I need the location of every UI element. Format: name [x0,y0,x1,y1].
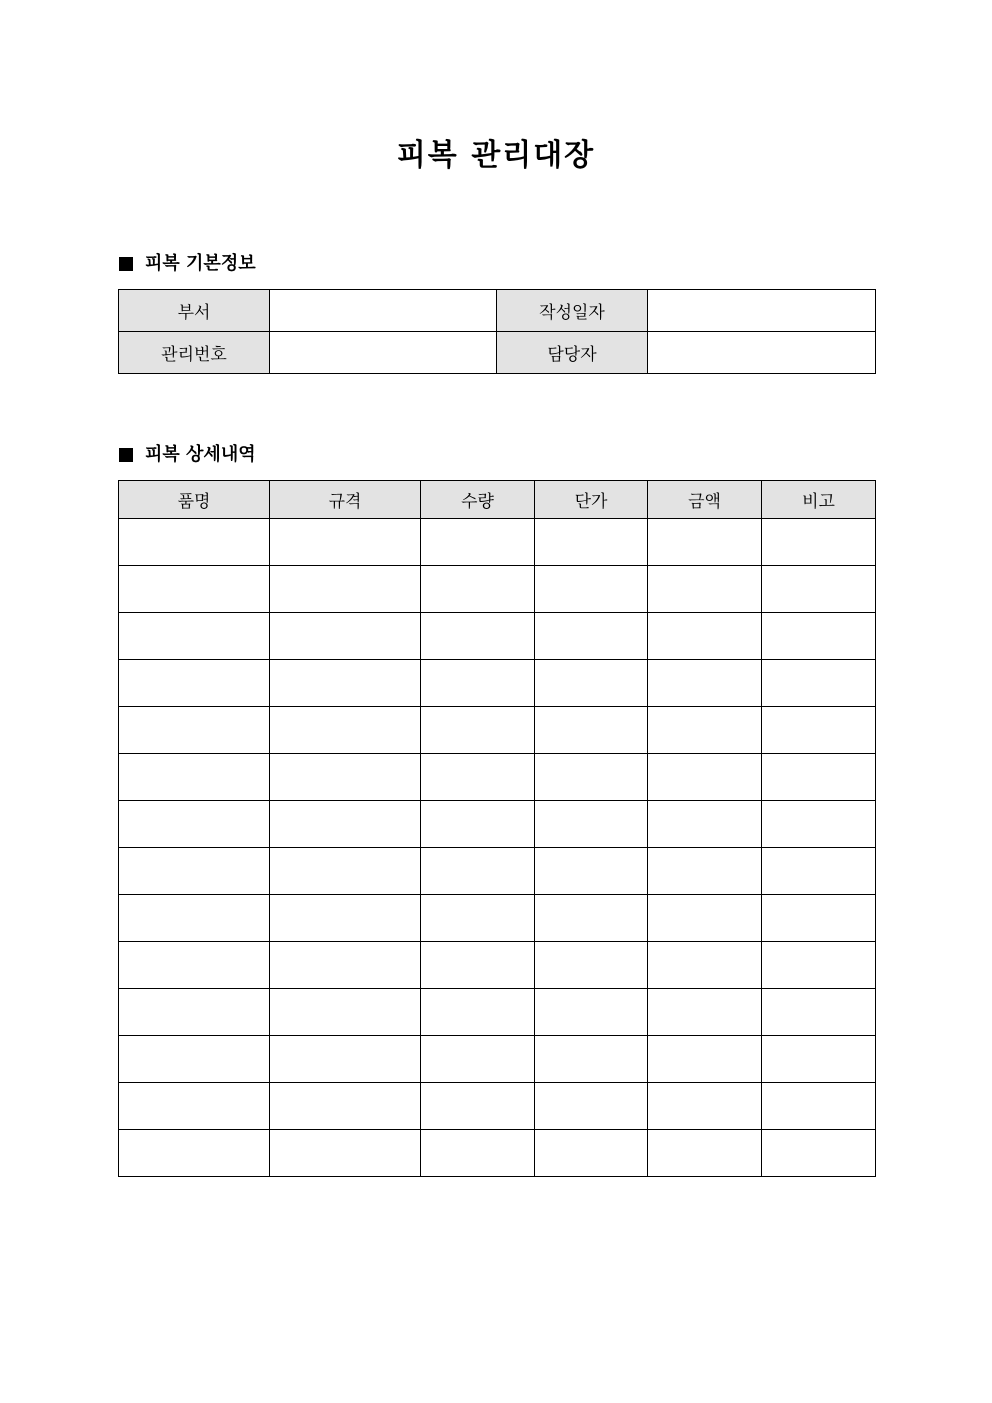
cell-item-name[interactable] [119,989,270,1036]
cell-amount[interactable] [648,754,762,801]
cell-remarks[interactable] [762,895,876,942]
cell-quantity[interactable] [421,707,535,754]
cell-amount[interactable] [648,848,762,895]
square-bullet-icon [119,257,133,271]
manager-label: 담당자 [497,332,648,374]
cell-spec[interactable] [270,1130,421,1177]
cell-amount[interactable] [648,1130,762,1177]
cell-quantity[interactable] [421,1036,535,1083]
cell-remarks[interactable] [762,1083,876,1130]
cell-remarks[interactable] [762,754,876,801]
column-header-item-name: 품명 [119,481,270,519]
department-label: 부서 [119,290,270,332]
cell-item-name[interactable] [119,613,270,660]
cell-unit-price[interactable] [535,1130,648,1177]
cell-item-name[interactable] [119,895,270,942]
basic-info-heading-text: 피복 기본정보 [145,253,256,274]
column-header-amount: 금액 [648,481,762,519]
cell-spec[interactable] [270,754,421,801]
document-title: 피복 관리대장 [396,138,596,173]
table-row [119,801,876,848]
cell-amount[interactable] [648,942,762,989]
cell-unit-price[interactable] [535,660,648,707]
cell-remarks[interactable] [762,660,876,707]
cell-spec[interactable] [270,1036,421,1083]
cell-amount[interactable] [648,566,762,613]
cell-spec[interactable] [270,566,421,613]
manager-field[interactable] [648,332,876,374]
cell-unit-price[interactable] [535,1083,648,1130]
details-heading-text: 피복 상세내역 [145,444,256,465]
cell-spec[interactable] [270,1083,421,1130]
cell-item-name[interactable] [119,707,270,754]
cell-quantity[interactable] [421,848,535,895]
basic-info-row [119,290,876,332]
cell-amount[interactable] [648,1036,762,1083]
cell-quantity[interactable] [421,989,535,1036]
date-label: 작성일자 [497,290,648,332]
table-row [119,660,876,707]
cell-item-name[interactable] [119,660,270,707]
cell-spec[interactable] [270,707,421,754]
cell-amount[interactable] [648,1083,762,1130]
cell-unit-price[interactable] [535,1036,648,1083]
cell-item-name[interactable] [119,1083,270,1130]
table-row [119,1036,876,1083]
square-bullet-icon [119,448,133,462]
cell-quantity[interactable] [421,1083,535,1130]
cell-unit-price[interactable] [535,895,648,942]
cell-remarks[interactable] [762,989,876,1036]
cell-unit-price[interactable] [535,989,648,1036]
cell-unit-price[interactable] [535,519,648,566]
table-row [119,566,876,613]
table-row [119,1130,876,1177]
cell-quantity[interactable] [421,801,535,848]
cell-unit-price[interactable] [535,613,648,660]
column-header-spec: 규격 [270,481,421,519]
table-row [119,989,876,1036]
cell-item-name[interactable] [119,754,270,801]
cell-item-name[interactable] [119,801,270,848]
table-row [119,1083,876,1130]
cell-amount[interactable] [648,519,762,566]
table-row [119,519,876,566]
table-row [119,848,876,895]
cell-spec[interactable] [270,519,421,566]
cell-quantity[interactable] [421,754,535,801]
management-number-label: 관리번호 [119,332,270,374]
basic-info-table [118,289,876,374]
cell-item-name[interactable] [119,942,270,989]
cell-spec[interactable] [270,942,421,989]
cell-unit-price[interactable] [535,801,648,848]
table-row [119,942,876,989]
details-table-body [119,519,876,1177]
management-number-field[interactable] [270,332,497,374]
cell-spec[interactable] [270,895,421,942]
cell-quantity[interactable] [421,519,535,566]
details-header-row [119,481,876,519]
cell-quantity[interactable] [421,895,535,942]
cell-unit-price[interactable] [535,848,648,895]
cell-spec[interactable] [270,801,421,848]
cell-amount[interactable] [648,660,762,707]
details-table [118,480,876,1177]
basic-info-row [119,332,876,374]
cell-quantity[interactable] [421,613,535,660]
cell-remarks[interactable] [762,707,876,754]
cell-spec[interactable] [270,613,421,660]
table-row [119,754,876,801]
cell-spec[interactable] [270,848,421,895]
date-field[interactable] [648,290,876,332]
cell-quantity[interactable] [421,566,535,613]
cell-amount[interactable] [648,989,762,1036]
details-heading [119,443,256,467]
cell-spec[interactable] [270,989,421,1036]
table-row [119,895,876,942]
department-field[interactable] [270,290,497,332]
cell-remarks[interactable] [762,942,876,989]
cell-unit-price[interactable] [535,566,648,613]
cell-remarks[interactable] [762,613,876,660]
cell-item-name[interactable] [119,1130,270,1177]
cell-remarks[interactable] [762,1130,876,1177]
cell-amount[interactable] [648,801,762,848]
column-header-unit-price: 단가 [535,481,648,519]
cell-item-name[interactable] [119,519,270,566]
cell-item-name[interactable] [119,848,270,895]
cell-remarks[interactable] [762,566,876,613]
cell-unit-price[interactable] [535,942,648,989]
column-header-remarks: 비고 [762,481,876,519]
cell-remarks[interactable] [762,1036,876,1083]
cell-spec[interactable] [270,660,421,707]
cell-unit-price[interactable] [535,754,648,801]
cell-amount[interactable] [648,707,762,754]
basic-info-heading [119,252,256,276]
cell-unit-price[interactable] [535,707,648,754]
cell-quantity[interactable] [421,942,535,989]
column-header-quantity: 수량 [421,481,535,519]
cell-remarks[interactable] [762,848,876,895]
table-row [119,613,876,660]
cell-item-name[interactable] [119,566,270,613]
cell-amount[interactable] [648,613,762,660]
cell-amount[interactable] [648,895,762,942]
table-row [119,707,876,754]
cell-remarks[interactable] [762,801,876,848]
cell-remarks[interactable] [762,519,876,566]
cell-quantity[interactable] [421,1130,535,1177]
cell-quantity[interactable] [421,660,535,707]
cell-item-name[interactable] [119,1036,270,1083]
